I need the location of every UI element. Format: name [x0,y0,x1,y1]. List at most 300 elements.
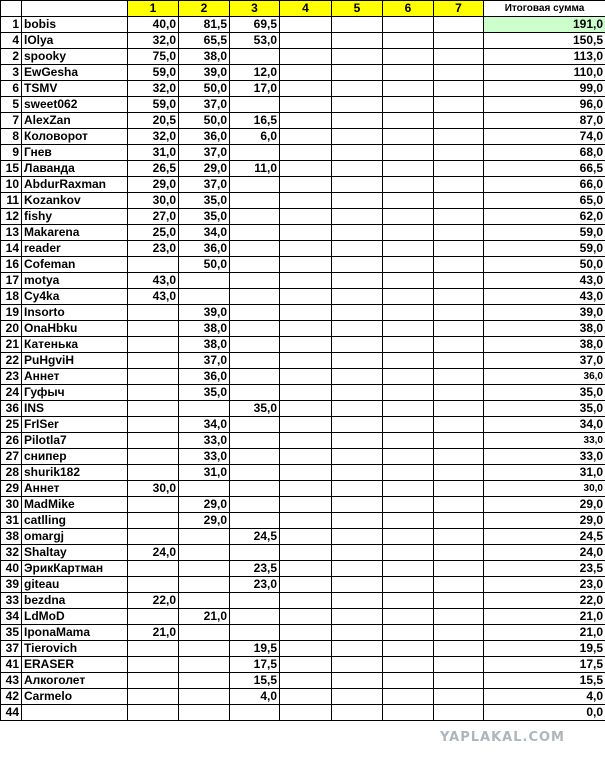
round-6-score [383,369,434,385]
total-score: 43,0 [484,273,605,289]
round-2-score: 31,0 [179,465,230,481]
round-7-score [434,337,484,353]
table-row [1,289,605,305]
round-3-score: 23,5 [230,561,280,577]
round-2-score: 39,0 [179,65,230,81]
round-6-score [383,161,434,177]
round-4-score [280,33,332,49]
round-6-score [383,65,434,81]
table-row [1,273,605,289]
round-7-score [434,305,484,321]
round-1-score [128,433,179,449]
round-3-score [230,353,280,369]
round-2-score [179,673,230,689]
round-7-score [434,465,484,481]
total-score: 24,0 [484,545,605,561]
round-3-score [230,209,280,225]
player-name: LdMoD [22,609,128,625]
round-7-score [434,193,484,209]
round-4-score [280,529,332,545]
total-score: 31,0 [484,465,605,481]
row-number: 14 [1,241,22,257]
round-7-score [434,545,484,561]
round-6-score [383,49,434,65]
row-number: 22 [1,353,22,369]
row-number: 2 [1,49,22,65]
table-row [1,401,605,417]
round-5-score [332,609,383,625]
round-2-score [179,577,230,593]
player-name: MadMike [22,497,128,513]
round-6-score [383,433,434,449]
round-3-score [230,497,280,513]
round-3-score [230,705,280,721]
round-5-score [332,529,383,545]
round-5-score [332,321,383,337]
total-score: 33,0 [484,433,605,449]
round-6-score [383,465,434,481]
total-score: 24,5 [484,529,605,545]
table-row [1,657,605,673]
player-name: EwGesha [22,65,128,81]
round-5-score [332,593,383,609]
round-7-score [434,49,484,65]
round-2-score: 37,0 [179,353,230,369]
player-name: Катенька [22,337,128,353]
round-5-score [332,385,383,401]
round-4-score [280,593,332,609]
round-1-score: 21,0 [128,625,179,641]
round-3-score: 4,0 [230,689,280,705]
table-row [1,433,605,449]
round-2-score [179,289,230,305]
round-4-score [280,401,332,417]
round-1-score [128,529,179,545]
round-2-score [179,401,230,417]
round-2-score [179,625,230,641]
round-6-score [383,513,434,529]
round-7-score [434,225,484,241]
round-7-score [434,593,484,609]
total-score: 99,0 [484,81,605,97]
round-5-score [332,97,383,113]
round-3-score [230,273,280,289]
round-2-score: 37,0 [179,145,230,161]
round-2-score: 38,0 [179,337,230,353]
round-6-score [383,81,434,97]
table-row [1,513,605,529]
round-1-score [128,513,179,529]
player-name: bobis [22,17,128,33]
row-number: 27 [1,449,22,465]
row-number: 12 [1,209,22,225]
round-5-score [332,481,383,497]
row-number: 23 [1,369,22,385]
round-2-score: 36,0 [179,241,230,257]
player-name: PuHgviH [22,353,128,369]
table-row [1,193,605,209]
table-row [1,305,605,321]
round-4-score [280,145,332,161]
player-name: sweet062 [22,97,128,113]
total-score: 29,0 [484,513,605,529]
round-4-score [280,113,332,129]
round-4-score [280,657,332,673]
round-3-score [230,97,280,113]
round-7-score [434,689,484,705]
table-row [1,209,605,225]
round-5-score [332,417,383,433]
table-row [1,81,605,97]
player-name: spooky [22,49,128,65]
round-5-score [332,273,383,289]
round-2-score: 21,0 [179,609,230,625]
round-1-score [128,657,179,673]
round-6-score [383,225,434,241]
round-7-score [434,625,484,641]
table-row [1,689,605,705]
row-number: 3 [1,65,22,81]
round-6-score [383,305,434,321]
total-score: 39,0 [484,305,605,321]
round-7-score [434,673,484,689]
round-1-score [128,641,179,657]
round-3-score: 17,5 [230,657,280,673]
round-6-score [383,145,434,161]
round-4-score [280,561,332,577]
total-score: 113,0 [484,49,605,65]
round-1-score [128,497,179,513]
round-3-score [230,145,280,161]
round-4-score [280,417,332,433]
round-5-score [332,689,383,705]
row-number: 33 [1,593,22,609]
round-3-score [230,337,280,353]
round-6-score [383,577,434,593]
round-5-score [332,241,383,257]
total-score: 68,0 [484,145,605,161]
total-score: 110,0 [484,65,605,81]
round-5-score [332,33,383,49]
total-score: 35,0 [484,385,605,401]
round-6-score [383,497,434,513]
round-1-score [128,673,179,689]
total-score: 4,0 [484,689,605,705]
player-name: Pilotla7 [22,433,128,449]
round-5-score [332,577,383,593]
table-row [1,705,605,721]
round-6-score [383,689,434,705]
round-1-score [128,689,179,705]
round-2-score [179,273,230,289]
round-4-score [280,641,332,657]
total-score: 29,0 [484,497,605,513]
round-2-score: 81,5 [179,17,230,33]
player-name: Аннет [22,481,128,497]
round-6-score [383,385,434,401]
table-row [1,161,605,177]
round-5-score [332,145,383,161]
row-number: 5 [1,97,22,113]
row-number: 9 [1,145,22,161]
round-3-score [230,449,280,465]
table-row [1,497,605,513]
player-name: AbdurRaxman [22,177,128,193]
round-5-score [332,225,383,241]
player-name: ЭрикКартман [22,561,128,577]
round-2-score [179,641,230,657]
table-row [1,673,605,689]
round-6-score [383,561,434,577]
row-number: 42 [1,689,22,705]
total-score: 35,0 [484,401,605,417]
total-score: 23,5 [484,561,605,577]
round-5-score [332,433,383,449]
total-score: 191,0 [484,17,605,33]
table-row [1,321,605,337]
round-1-score: 24,0 [128,545,179,561]
row-number: 17 [1,273,22,289]
round-6-score [383,97,434,113]
row-number: 7 [1,113,22,129]
player-name: lOlya [22,33,128,49]
round-4-score [280,97,332,113]
row-number: 24 [1,385,22,401]
total-score: 96,0 [484,97,605,113]
table-row [1,385,605,401]
round-1-score: 23,0 [128,241,179,257]
player-name: IponaMama [22,625,128,641]
player-name: bezdna [22,593,128,609]
player-name: Shaltay [22,545,128,561]
table-row [1,225,605,241]
total-score: 62,0 [484,209,605,225]
round-5-score [332,193,383,209]
total-header: Итоговая сумма [484,1,605,17]
round-3-score [230,305,280,321]
round-1-score [128,257,179,273]
round-1-score: 26,5 [128,161,179,177]
player-name: Carmelo [22,689,128,705]
round-7-score [434,273,484,289]
header-name-cell [22,1,128,17]
round-3-score [230,257,280,273]
round-7-score [434,449,484,465]
round-4-score [280,497,332,513]
round-7-score [434,65,484,81]
player-name: Kozankov [22,193,128,209]
table-row [1,465,605,481]
table-row [1,561,605,577]
round-1-score [128,449,179,465]
round-2-score [179,593,230,609]
round-1-score: 32,0 [128,81,179,97]
round-2-score: 38,0 [179,49,230,65]
round-7-score [434,161,484,177]
row-number: 38 [1,529,22,545]
round-7-score [434,209,484,225]
round-6-score [383,113,434,129]
round-7-score [434,641,484,657]
table-row [1,529,605,545]
round-6-score [383,273,434,289]
round-4-score [280,257,332,273]
round-6-score [383,449,434,465]
round-5-score [332,625,383,641]
round-2-score: 33,0 [179,433,230,449]
player-name: Cofeman [22,257,128,273]
total-score: 21,0 [484,625,605,641]
round-5-score [332,401,383,417]
total-score: 30,0 [484,481,605,497]
round-6-score [383,705,434,721]
row-number: 10 [1,177,22,193]
round-1-score: 59,0 [128,65,179,81]
round-6-score [383,625,434,641]
round-6-score [383,609,434,625]
round-6-score [383,593,434,609]
round-7-score [434,561,484,577]
player-name: ERASER [22,657,128,673]
round-5-score [332,257,383,273]
round-5-score [332,513,383,529]
round-6-score [383,417,434,433]
round-3-score [230,545,280,561]
round-2-header: 2 [179,1,230,17]
total-score: 66,0 [484,177,605,193]
total-score: 65,0 [484,193,605,209]
round-7-score [434,33,484,49]
total-score: 21,0 [484,609,605,625]
round-3-score: 69,5 [230,17,280,33]
round-4-score [280,369,332,385]
round-3-score [230,625,280,641]
row-number: 19 [1,305,22,321]
round-2-score: 35,0 [179,193,230,209]
row-number: 36 [1,401,22,417]
total-score: 19,5 [484,641,605,657]
round-3-score [230,289,280,305]
row-number: 20 [1,321,22,337]
round-7-score [434,257,484,273]
total-score: 37,0 [484,353,605,369]
round-5-score [332,289,383,305]
round-3-score: 19,5 [230,641,280,657]
round-4-score [280,273,332,289]
round-5-score [332,161,383,177]
player-name: omargj [22,529,128,545]
round-4-score [280,17,332,33]
table-row [1,609,605,625]
round-6-score [383,209,434,225]
table-row [1,417,605,433]
round-5-header: 5 [332,1,383,17]
round-7-score [434,353,484,369]
round-5-score [332,65,383,81]
round-1-score [128,385,179,401]
total-score: 50,0 [484,257,605,273]
round-3-score [230,481,280,497]
round-2-score: 50,0 [179,81,230,97]
round-4-score [280,705,332,721]
round-2-score [179,545,230,561]
total-score: 23,0 [484,577,605,593]
round-6-score [383,337,434,353]
table-row [1,177,605,193]
round-3-score: 23,0 [230,577,280,593]
round-4-score [280,225,332,241]
round-1-score: 25,0 [128,225,179,241]
table-row [1,641,605,657]
total-score: 36,0 [484,369,605,385]
round-4-score [280,161,332,177]
round-1-score: 31,0 [128,145,179,161]
round-7-score [434,81,484,97]
round-2-score: 35,0 [179,385,230,401]
round-3-score [230,177,280,193]
round-1-score: 43,0 [128,289,179,305]
total-score: 33,0 [484,449,605,465]
row-number: 1 [1,17,22,33]
row-number: 26 [1,433,22,449]
round-1-score [128,305,179,321]
round-3-score [230,241,280,257]
table-row [1,353,605,369]
round-2-score: 29,0 [179,161,230,177]
row-number: 39 [1,577,22,593]
round-3-score [230,193,280,209]
round-3-score [230,609,280,625]
table-row [1,113,605,129]
round-1-score: 30,0 [128,481,179,497]
round-1-score [128,577,179,593]
table-row [1,593,605,609]
round-5-score [332,353,383,369]
row-number: 15 [1,161,22,177]
round-2-score: 65,5 [179,33,230,49]
row-number: 30 [1,497,22,513]
table-row [1,577,605,593]
round-2-score: 38,0 [179,321,230,337]
round-3-score: 11,0 [230,161,280,177]
total-score: 66,5 [484,161,605,177]
round-7-score [434,241,484,257]
row-number: 35 [1,625,22,641]
round-2-score: 33,0 [179,449,230,465]
round-4-score [280,481,332,497]
player-name [22,705,128,721]
round-5-score [332,17,383,33]
round-6-header: 6 [383,1,434,17]
round-7-score [434,705,484,721]
total-score: 38,0 [484,337,605,353]
round-4-score [280,465,332,481]
round-7-score [434,497,484,513]
round-5-score [332,657,383,673]
round-4-score [280,385,332,401]
round-3-score: 53,0 [230,33,280,49]
round-7-score [434,321,484,337]
round-2-score [179,689,230,705]
row-number: 37 [1,641,22,657]
player-name: Алкоголет [22,673,128,689]
row-number: 31 [1,513,22,529]
total-score: 150,5 [484,33,605,49]
round-5-score [332,129,383,145]
round-5-score [332,561,383,577]
round-4-score [280,289,332,305]
round-7-score [434,113,484,129]
